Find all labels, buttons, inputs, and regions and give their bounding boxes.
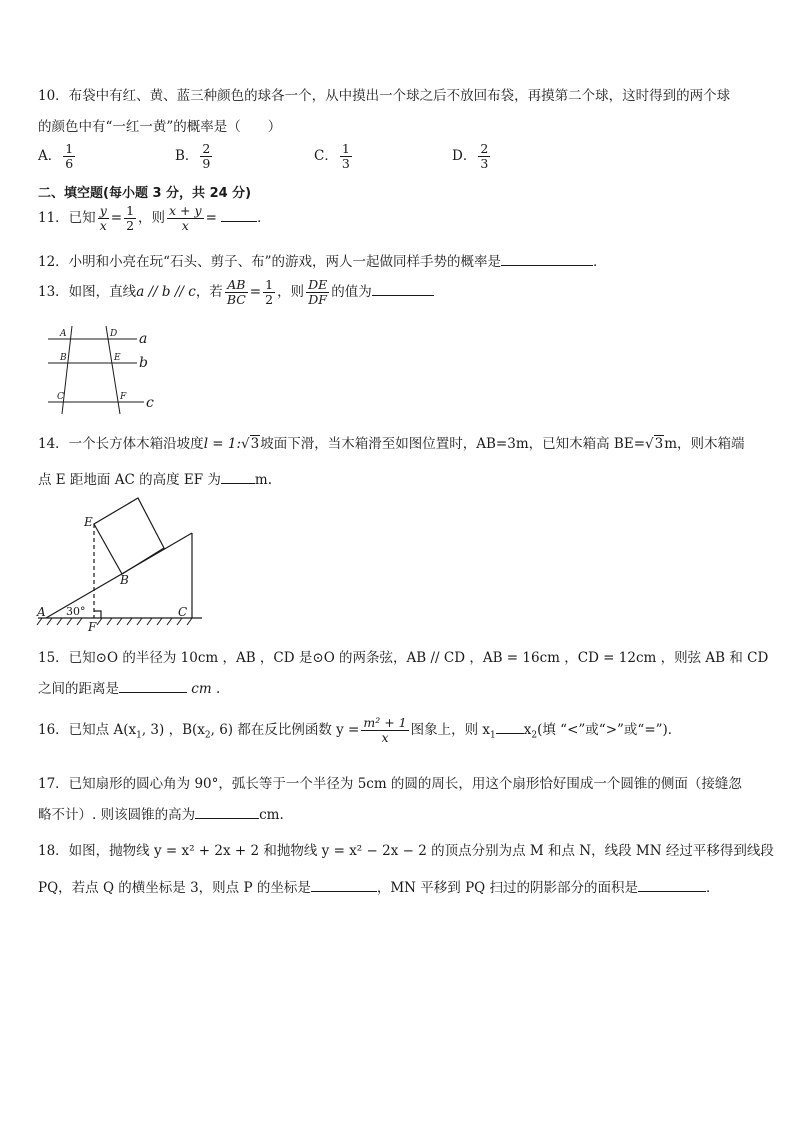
q17-line1: 17．已知扇形的圆心角为 90°，弧长等于一个半径为 5cm 的圆的周长，用这个扇形恰好围成一个圆锥的侧面（接缝忽 xyxy=(38,776,742,792)
q17-line2: 略不计）. 则该圆锥的高为 cm. xyxy=(38,807,284,823)
q15-line1: 15．已知⊙O 的半径为 10cm ，AB ，CD 是⊙O 的两条弦，AB // CD ，AB = 16cm ，CD = 12cm ，则弦 AB 和 CD xyxy=(38,650,769,666)
label-F: F xyxy=(88,620,97,632)
label-C: C xyxy=(57,392,64,402)
box-rectangle xyxy=(94,498,164,574)
label-B: B xyxy=(120,573,129,587)
q15-answer-blank[interactable] xyxy=(119,680,187,693)
q18-line1: 18．如图，抛物线 y = x² + 2x + 2 和抛物线 y = x² − 2x − 2 的顶点分别为点 M 和点 N，线段 MN 经过平移得到线段 xyxy=(38,843,774,859)
label-a: a xyxy=(139,331,148,347)
label-C: C xyxy=(178,605,188,619)
right-angle-mark xyxy=(94,611,101,618)
q14-answer-blank[interactable] xyxy=(221,471,255,484)
q18-answer-blank-2[interactable] xyxy=(638,879,706,892)
q10-option-b: B． $\frac{2}{9}$ xyxy=(175,141,211,171)
label-D: D xyxy=(110,329,118,339)
label-A: A xyxy=(60,329,67,339)
q10-option-a: A． $\frac{1}{6}$ xyxy=(38,141,74,171)
q11: 11．已知 $\frac{y}{x}$ = $\frac{1}{2}$ ，则 $\frac{x + y}{x}$ = ． xyxy=(38,203,271,233)
label-F: F xyxy=(120,392,127,402)
q18-answer-blank-1[interactable] xyxy=(311,879,377,892)
q13-answer-blank[interactable] xyxy=(372,283,434,296)
q16-answer-blank[interactable] xyxy=(496,721,524,734)
q15-line2: 之间的距离是 cm . xyxy=(38,681,221,697)
angle-label: 30° xyxy=(66,605,86,618)
q10-option-d: D． $\frac{2}{3}$ xyxy=(452,141,489,171)
section-heading: 二、填空题(每小题 3 分，共 24 分) xyxy=(38,186,252,201)
q16: 16．已知点 $A(x_1$, 3) ，$B(x_2$, 6) 都在反比例函数 y = $\frac{\text{m² + 1}}{x}$ 图象上，则 $x_1$ $x_2$(填 “<”或“>”或“=”)． xyxy=(38,715,682,745)
q14-line1: 14．一个长方体木箱沿坡度l = 1:√3坡面下滑，当木箱滑至如图位置时，AB=3m，已知木箱高 BE=√3m，则木箱端 xyxy=(38,436,745,452)
q17-answer-blank[interactable] xyxy=(195,806,259,819)
label-c: c xyxy=(146,395,154,411)
parallel-lines-figure xyxy=(40,322,170,416)
label-B: B xyxy=(60,353,67,363)
label-E: E xyxy=(114,353,121,363)
q12: 12．小明和小亮在玩“石头、剪子、布”的游戏，两人一起做同样手势的概率是 ． xyxy=(38,254,607,270)
q13: 13．如图，直线a // b // c，若 $\frac{AB}{BC}$ = $\frac{1}{2}$ ，则 $\frac{DE}{DF}$ 的值为 xyxy=(38,278,434,307)
sliding-box-figure xyxy=(36,494,208,632)
q11-answer-blank[interactable] xyxy=(221,209,257,222)
q18-line2: PQ，若点 Q 的横坐标是 3，则点 P 的坐标是 ，MN 平移到 PQ 扫过的阴影部分的面积是 ． xyxy=(38,880,720,896)
label-b: b xyxy=(139,355,148,371)
q14-line2: 点 E 距地面 AC 的高度 EF 为 m. xyxy=(38,472,272,488)
q12-answer-blank[interactable] xyxy=(501,253,593,266)
label-E: E xyxy=(84,515,93,529)
ground-hatching xyxy=(37,618,192,625)
q10-option-c: C． $\frac{1}{3}$ xyxy=(314,141,350,171)
q10-line1: 10．布袋中有红、黄、蓝三种颜色的球各一个，从中摸出一个球之后不放回布袋，再摸第二个球，这时得到的两个球 xyxy=(38,88,731,104)
q10-line2: 的颜色中有“一红一黄”的概率是（ ） xyxy=(38,119,282,135)
label-A: A xyxy=(37,605,46,619)
